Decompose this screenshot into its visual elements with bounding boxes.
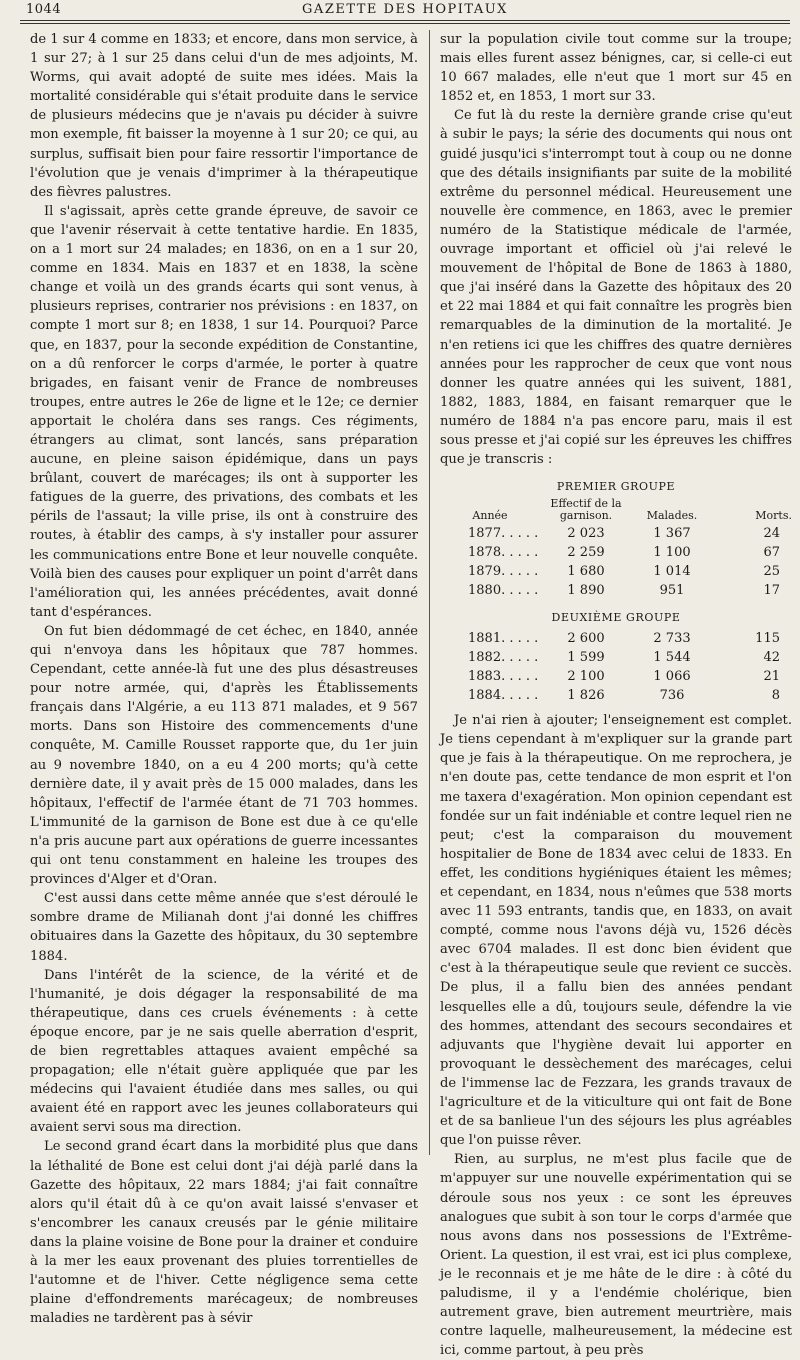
table-row <box>440 581 792 600</box>
table-group-title: DEUXIÈME GROUPE <box>551 611 681 625</box>
cell-malades: 1 367 <box>653 526 691 542</box>
cell-year: 1882. . . . . <box>468 650 539 666</box>
table-row <box>440 629 792 648</box>
table-row <box>440 686 792 705</box>
cell-malades: 1 544 <box>653 650 691 666</box>
cell-morts: 25 <box>763 564 780 580</box>
paragraph: Il s'agissait, après cette grande épreuve, de savoir ce que l'avenir réservait à cette tentative hardie. En 1835, on a 1 mort sur 24 malades; en 1836, on en a 1 sur 20, comme en 1834. Mais en 1837 et en 1838, la scène change et voilà un des grands écarts qui sont venus, à plusieurs reprises, contrarier nos prévisions : en 1837, on compte 1 mort sur 8; en 1838, 1 sur 14. Pourquoi? Parce que, en 1837, pour la seconde expédition de Constantine, on a dû renforcer le corps d'armée, le porter à quatre brigades, en faisant venir de France de nombreuses troupes, entre autres le 26e de ligne et le 12e; ce dernier apportait le choléra dans ses rangs. Ces régiments, étrangers au climat, sont lancés, sans préparation aucune, en pleine saison épidémique, dans un pays brûlant, couvert de marécages; ils ont à supporter les fatigues de la guerre, des privations, des combats et les périls de l'assaut; la ville prise, ils ont à construire des routes, à établir des camps, à s'y installer pour assurer les communications entre Bone et leur nouvelle conquête. Voilà bien des causes pour expliquer un point d'arrêt dans l'amélioration qui, les années précédentes, avait donné tant d'espérances. <box>30 203 418 620</box>
cell-effectif: 2 100 <box>567 669 605 685</box>
cell-effectif: 2 023 <box>567 526 605 542</box>
paragraph: Dans l'intérêt de la science, de la vérité et de l'humanité, je dois dégager la responsabilité de ma thérapeutique, dans ces cruels événements : à cette époque encore, par je ne sais quelle aberration d'esprit, de bien regrettables attaques avaient empêché sa propagation; elle n'était guère appliquée que par les médecins qui l'avaient étudiée dans mes salles, ou qui avaient été en rapport avec les jeunes collaborateurs qui avaient servi sous ma direction. <box>30 967 418 1136</box>
cell-morts: 8 <box>771 688 780 704</box>
column-header-effectif: Effectif de la garnison. <box>550 497 622 523</box>
page-number: 1044 <box>26 2 62 17</box>
cell-effectif: 1 680 <box>567 564 605 580</box>
cell-year: 1883. . . . . <box>468 669 539 685</box>
header-rule-bottom <box>20 23 790 24</box>
cell-malades: 2 733 <box>653 631 691 647</box>
cell-year: 1877. . . . . <box>468 526 539 542</box>
cell-year: 1879. . . . . <box>468 564 539 580</box>
cell-morts: 21 <box>763 669 780 685</box>
paragraph: sur la population civile tout comme sur la troupe; mais elles furent assez bénignes, car, si celle-ci eut 10 667 malades, elle n'eut que 1 mort sur 45 en 1852 et, en 1853, 1 mort sur 33. <box>440 32 792 105</box>
column-header-morts: Morts. <box>755 509 792 523</box>
table-row <box>440 524 792 543</box>
paragraph: Rien, au surplus, ne m'est plus facile que de m'appuyer sur une nouvelle expérimentation qui se déroule sous nos yeux : ce sont les épreuves analogues que subit à son tour le corps d'armée que nous avons dans nos possessions de l'Extrême-Orient. La question, il est vrai, est ici plus complexe, je le reconnais et je me hâte de le dire : à côté du paludisme, il y a l'endémie cholérique, bien autrement grave, bien autrement meurtrière, mais contre laquelle, malheureusement, la médecine est ici, comme partout, à peu près <box>440 1152 792 1359</box>
table-row <box>440 667 792 686</box>
paragraph: de 1 sur 4 comme en 1833; et encore, dans mon service, à 1 sur 27; à 1 sur 25 dans celui d'un de mes adjoints, M. Worms, qui avait adopté de suite mes idées. Mais la mortalité considérable qui s'était produite dans le service de plusieurs médecins que je n'avais pu décider à suivre mon exemple, fit baisser la moyenne à 1 sur 20; ce qui, au surplus, suffisait bien pour faire ressortir l'importance de l'évolution que je venais d'imprimer à la thérapeutique des fièvres palustres. <box>30 32 418 200</box>
column-header-malades: Malades. <box>646 509 698 523</box>
cell-year: 1880. . . . . <box>468 583 539 599</box>
cell-year: 1878. . . . . <box>468 545 539 561</box>
cell-malades: 1 014 <box>653 564 691 580</box>
column-header-year: Année <box>472 509 508 523</box>
cell-malades: 1 100 <box>653 545 691 561</box>
statistics-table <box>440 479 792 705</box>
table-header <box>440 498 792 522</box>
table-row <box>440 562 792 581</box>
page-header <box>20 0 790 20</box>
paragraph: Le second grand écart dans la morbidité plus que dans la léthalité de Bone est celui dont j'ai déjà parlé dans la Gazette des hôpitaux, 22 mars 1884; j'ai fait connaître alors qu'il était dû à ce qu'on avait laissé s'envaser et s'encombrer les canaux creusés par le génie militaire dans la plaine voisine de Bone pour la drainer et conduire à la mer les eaux provenant des pluies torrentielles de l'automne et de l'hiver. Cette négligence sema cette plaine d'effondrements marécageux; de nombreuses maladies ne tardèrent pas à sévir <box>30 1139 418 1327</box>
cell-effectif: 1 890 <box>567 583 605 599</box>
cell-morts: 24 <box>763 526 780 542</box>
cell-year: 1881. . . . . <box>468 631 539 647</box>
cell-malades: 736 <box>659 688 685 704</box>
paragraph: On fut bien dédommagé de cet échec, en 1840, année qui n'envoya dans les hôpitaux que 787 hommes. Cependant, cette année-là fut une des plus désastreuses pour notre armée, qui, d'après les Établissements français dans l'Algérie, a eu 113 871 malades, et 9 567 morts. Dans son Histoire des commencements d'une conquête, M. Camille Rousset rapporte que, du 1er juin au 9 novembre 1840, on a eu 4 200 morts; qu'à cette dernière date, il y avait près de 15 000 malades, dans les hôpitaux, l'effectif de l'armée étant de 71 703 hommes. L'immunité de la garnison de Bone est due à ce qu'elle n'a pris aucune part aux opérations de guerre incessantes qui ont tenu constamment en haleine les troupes des provinces d'Alger et d'Oran. <box>30 623 418 888</box>
header-rule-top <box>20 20 790 21</box>
cell-morts: 42 <box>763 650 780 666</box>
column-divider <box>429 30 430 1155</box>
paragraph: Ce fut là du reste la dernière grande crise qu'eut à subir le pays; la série des documents qui nous ont guidé jusqu'ici s'interrompt tout à coup ou ne donne que des détails insignifiants par suite de la mobilité extrême du personnel médical. Heureusement une nouvelle ère commence, en 1863, avec le premier numéro de la Statistique médicale de l'armée, ouvrage important et officiel où j'ai relevé le mouvement de l'hôpital de Bone de 1863 à 1880, que j'ai inséré dans la Gazette des hôpitaux des 20 et 22 mai 1884 et qui fait connaître les progrès bien remarquables de la diminution de la mortalité. Je n'en retiens ici que les chiffres des quatre dernières années pour les rapprocher de ceux que vont nous donner les quatre années qui les suivent, 1881, 1882, 1883, 1884, en faisant remarquer que le numéro de 1884 n'a pas encore paru, mais il est sous presse et j'ai copié sur les épreuves les chiffres que je transcris : <box>440 108 792 468</box>
cell-malades: 1 066 <box>653 669 691 685</box>
table-group-title: PREMIER GROUPE <box>556 480 676 494</box>
left-column <box>30 30 418 1328</box>
cell-effectif: 2 259 <box>567 545 605 561</box>
paragraph: Je n'ai rien à ajouter; l'enseignement est complet. Je tiens cependant à m'expliquer sur la grande part que je fais à la thérapeutique. On me reprochera, je n'en doute pas, cette tendance de mon esprit et l'on me taxera d'exagération. Mon opinion cependant est fondée sur un fait indéniable et contre lequel rien ne peut; c'est la comparaison du mouvement hospitalier de Bone de 1834 avec celui de 1833. En effet, les conditions hygiéniques étaient les mêmes; et cependant, en 1834, nous n'eûmes que 538 morts avec 11 593 entrants, tandis que, en 1833, on avait compté, comme nous l'avons déjà vu, 1526 décès avec 6704 malades. Il est donc bien évident que c'est à la thérapeutique seule que revient ce succès. De plus, il a fallu bien des années pendant lesquelles elle a dû, toujours seule, défendre la vie des hommes, attendant des secours secondaires et adjuvants que l'hygiène devait lui apporter en provoquant le dessèchement des marécages, celui de l'immense lac de Fezzara, les grands travaux de l'agriculture et de la viticulture qui ont fait de Bone et de sa banlieue l'un des séjours les plus agréables que l'on puisse rêver. <box>440 713 792 1149</box>
cell-morts: 67 <box>763 545 780 561</box>
cell-malades: 951 <box>659 583 685 599</box>
cell-effectif: 1 826 <box>567 688 605 704</box>
cell-effectif: 1 599 <box>567 650 605 666</box>
table-row <box>440 648 792 667</box>
paragraph: C'est aussi dans cette même année que s'est déroulé le sombre drame de Milianah dont j'ai donné les chiffres obituaires dans la Gazette des hôpitaux, du 30 septembre 1884. <box>30 891 418 964</box>
cell-morts: 17 <box>763 583 780 599</box>
cell-morts: 115 <box>755 631 780 647</box>
cell-effectif: 2 600 <box>567 631 605 647</box>
journal-title: GAZETTE DES HOPITAUX <box>302 2 508 17</box>
table-row <box>440 543 792 562</box>
cell-year: 1884. . . . . <box>468 688 539 704</box>
